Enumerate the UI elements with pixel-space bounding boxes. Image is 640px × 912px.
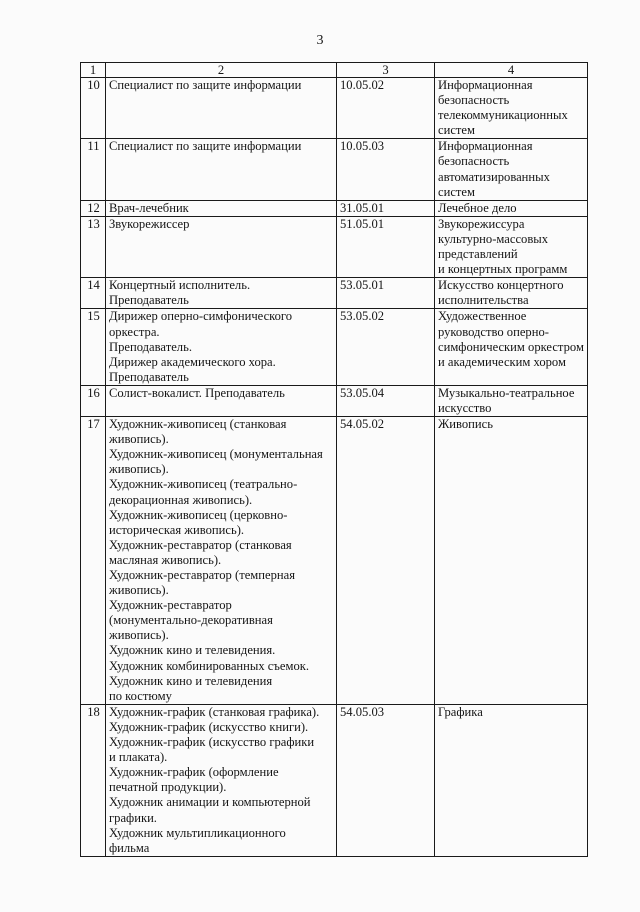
qualification-line: Художник мультипликационного — [109, 825, 286, 840]
qualification-line: декорационная живопись). — [109, 492, 253, 507]
specialty-line: автоматизированных — [438, 169, 550, 184]
specialty-line: и академическим хором — [438, 354, 566, 369]
column-header-4: 4 — [435, 63, 588, 78]
specialty-line: представлений — [438, 247, 518, 262]
qualification-line: Художник-график (оформление — [109, 765, 279, 780]
qualification-line: Художник кино и телевидения. — [109, 643, 276, 658]
specialty-code-cell: 54.05.02 — [337, 417, 435, 705]
specialty-code-cell: 53.05.02 — [337, 309, 435, 385]
qualification-line: Художник-график (искусство графики — [109, 735, 315, 750]
specialty-line: систем — [438, 123, 475, 138]
row-number-cell: 10 — [81, 78, 106, 139]
specialty-name-cell — [435, 704, 588, 856]
specialty-line: безопасность — [438, 93, 510, 108]
specialty-name-cell — [435, 309, 588, 385]
specialty-line: культурно-массовых — [438, 231, 549, 246]
specialty-line: руководство оперно- — [438, 324, 549, 339]
qualification-line: Специалист по защите информации — [109, 78, 302, 92]
qualification-line: Преподаватель. — [109, 339, 192, 354]
row-number-cell: 18 — [81, 704, 106, 856]
table-row — [81, 417, 588, 705]
specialty-name-cell — [435, 278, 588, 309]
qualification-cell — [106, 78, 337, 139]
table-row — [81, 216, 588, 277]
qualification-cell — [106, 139, 337, 200]
table-body — [81, 63, 588, 857]
row-number-cell: 17 — [81, 417, 106, 705]
qualification-line: Художник-график (искусство книги). — [109, 719, 309, 734]
specialty-line: и концертных программ — [438, 262, 568, 277]
table-row — [81, 78, 588, 139]
specialty-code-cell: 54.05.03 — [337, 704, 435, 856]
qualification-cell — [106, 216, 337, 277]
page-number: 3 — [316, 33, 324, 48]
table-header-row — [81, 63, 588, 78]
qualification-cell — [106, 200, 337, 216]
row-number-cell: 13 — [81, 216, 106, 277]
qualification-line: Концертный исполнитель. — [109, 278, 251, 293]
specialty-line: Графика — [438, 704, 483, 719]
table-row — [81, 309, 588, 385]
column-header-1: 1 — [81, 63, 106, 78]
specialty-line: Информационная — [438, 139, 533, 154]
specialty-code-cell: 10.05.03 — [337, 139, 435, 200]
row-number-cell: 12 — [81, 200, 106, 216]
qualification-cell — [106, 417, 337, 705]
qualification-line: Преподаватель — [109, 293, 189, 308]
specialty-line: Художественное — [438, 309, 527, 324]
specialty-line: Информационная — [438, 78, 533, 92]
qualification-line: печатной продукции). — [109, 780, 227, 795]
qualification-cell — [106, 385, 337, 416]
column-header-2: 2 — [106, 63, 337, 78]
specialty-code-cell: 31.05.01 — [337, 200, 435, 216]
qualification-line: Художник комбинированных съемок. — [109, 658, 310, 673]
specialty-name-cell — [435, 417, 588, 705]
qualification-line: фильма — [109, 840, 150, 855]
specialty-line: искусство — [438, 400, 492, 415]
qualification-line: Художник-реставратор (темперная — [109, 568, 296, 582]
qualification-line: живопись). — [109, 628, 169, 643]
specialty-line: Звукорежиссура — [438, 216, 525, 231]
specialty-line: безопасность — [438, 154, 510, 169]
qualification-cell — [106, 309, 337, 385]
qualification-line: Художник-реставратор (станковая — [109, 537, 292, 552]
specialty-line: Живопись — [438, 417, 493, 432]
qualification-line: Звукорежиссер — [109, 216, 190, 231]
qualification-line: Художник кино и телевидения — [109, 673, 273, 688]
qualification-line: масляная живопись). — [109, 552, 222, 567]
specialty-line: Лечебное дело — [438, 200, 517, 215]
specialty-name-cell — [435, 200, 588, 216]
table-row — [81, 704, 588, 856]
qualification-cell — [106, 704, 337, 856]
qualification-line: живопись). — [109, 583, 169, 598]
specialty-line: Искусство концертного — [438, 278, 564, 293]
qualification-line: Художник-живописец (монументальная — [109, 447, 323, 462]
table-row — [81, 200, 588, 216]
qualification-cell — [106, 278, 337, 309]
qualification-line: и плаката). — [109, 750, 168, 765]
qualification-line: Врач-лечебник — [109, 200, 189, 215]
qualification-line: Художник-живописец (театрально- — [109, 477, 298, 492]
specialty-line: систем — [438, 184, 475, 199]
qualification-line: Художник-живописец (станковая — [109, 417, 287, 432]
specialty-code-cell: 10.05.02 — [337, 78, 435, 139]
specialty-code-cell: 51.05.01 — [337, 216, 435, 277]
qualification-line: по костюму — [109, 688, 172, 703]
specialty-name-cell — [435, 216, 588, 277]
qualification-line: Солист-вокалист. Преподаватель — [109, 385, 285, 400]
specialty-code-cell: 53.05.04 — [337, 385, 435, 416]
qualification-line: Дирижер академического хора. — [109, 354, 276, 369]
row-number-cell: 15 — [81, 309, 106, 385]
qualification-line: оркестра. — [109, 324, 160, 339]
specialty-line: исполнительства — [438, 293, 529, 308]
specialties-table — [80, 62, 588, 857]
qualification-line: Преподаватель — [109, 369, 189, 384]
row-number-cell: 14 — [81, 278, 106, 309]
qualification-line: графики. — [109, 810, 157, 825]
qualification-line: (монументально-декоративная — [109, 613, 273, 628]
qualification-line: Художник-график (станковая графика). — [109, 704, 320, 719]
table-row — [81, 385, 588, 416]
table-row — [81, 278, 588, 309]
specialty-name-cell — [435, 139, 588, 200]
qualification-line: Художник-живописец (церковно- — [109, 507, 288, 522]
table-row — [81, 139, 588, 200]
qualification-line: живопись). — [109, 432, 169, 447]
qualification-line: живопись). — [109, 462, 169, 477]
row-number-cell: 16 — [81, 385, 106, 416]
qualification-line: Специалист по защите информации — [109, 139, 302, 154]
qualification-line: Художник анимации и компьютерной — [109, 795, 311, 810]
qualification-line: историческая живопись). — [109, 522, 245, 537]
specialty-line: симфоническим оркестром — [438, 339, 584, 354]
specialty-name-cell — [435, 385, 588, 416]
qualification-line: Дирижер оперно-симфонического — [109, 309, 293, 324]
row-number-cell: 11 — [81, 139, 106, 200]
specialty-line: Музыкально-театральное — [438, 385, 575, 400]
column-header-3: 3 — [337, 63, 435, 78]
specialty-name-cell — [435, 78, 588, 139]
specialty-code-cell: 53.05.01 — [337, 278, 435, 309]
specialty-line: телекоммуникационных — [438, 108, 568, 123]
qualification-line: Художник-реставратор — [109, 598, 232, 613]
